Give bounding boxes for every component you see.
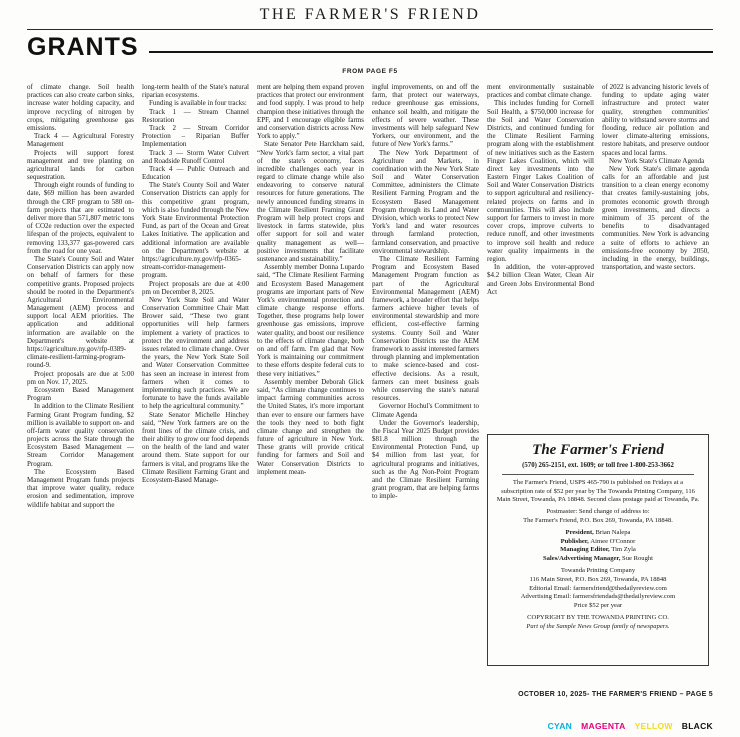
registration-mark-yellow: YELLOW	[634, 721, 673, 731]
article-paragraph: State Senator Michelle Hinchey said, “New York farmers are on the front lines of the climate crisis, and their ability to grow our food depends on the health of the land and water around them. State support for our farmers is vital, and programs like the Climate Resilient Farming Grant and Ecosystem-Based Manage-	[142, 410, 249, 484]
page-footer-line: OCTOBER 10, 2025- THE FARMER'S FRIEND – PAGE 5	[518, 691, 713, 698]
article-column-1	[27, 83, 134, 683]
article-paragraph: The State's County Soil and Water Conservation Districts can apply for this competitive grant program, which is also funded through the New York State Environmental Protection Fund, as part of the Ocean and Great Lakes Initiative. The application and additional information are available on the Department's website at https://agriculture.ny.gov/rfp-0365-stream-corridor-management-program.	[142, 181, 249, 280]
section-headline: GRANTS	[27, 33, 139, 61]
infobox-title: The Farmer's Friend	[532, 442, 664, 458]
article-body	[27, 83, 713, 683]
article-paragraph: Project proposals are due at 4:00 pm on December 8, 2025.	[142, 279, 249, 296]
masthead-title: THE FARMER'S FRIEND	[27, 6, 713, 30]
registration-mark-magenta: MAGENTA	[581, 721, 626, 731]
staff-line: Publisher, Aimee O'Connor	[560, 537, 636, 545]
publication-infobox	[487, 434, 709, 666]
article-paragraph: long-term health of the State's natural riparian ecosystems.	[142, 83, 249, 100]
article-paragraph: The New York Department of Agriculture and Markets, in coordination with the New York State Soil and Water Conservation Committee, administers the Climate Resilient Farming Program and the Ecosystem Based Management Program through its Land and Water Division, which works to protect New York's land and water resources through farmland protection, farmland conservation, and proactive environmental stewardship.	[372, 148, 479, 255]
article-paragraph: Assembly member Deborah Glick said, “As climate change continues to impact farming communities across the United States, it's more important than ever to ensure our farmers have the tools they need to both fight climate change and strengthen the future of agriculture in New York. These grants will provide critical funding for farmers and Soil and Water Conservation Districts to implement mean-	[257, 377, 364, 476]
article-paragraph: ment are helping them expand proven practices that protect our environment and food supply. I was proud to help champion these initiatives through the EPF, and I encourage eligible farms and conservation districts across New York to apply.”	[257, 83, 364, 141]
staff-line: Managing Editor, Tim Zyla	[560, 546, 636, 554]
article-paragraph: The Climate Resilient Farming Program and Ecosystem Based Management Program function as part of the Agricultural Environmental Management (AEM) framework, a broader effort that helps farmers achieve higher levels of environmental stewardship and more efficient, cost-effective farming systems. County Soil and Water Conservation Districts use the AEM framework to assist interested farmers through planning and implementation to make science-based and cost-effective decisions. As a result, farmers can meet business goals while conserving the state's natural resources.	[372, 254, 479, 403]
infobox-divider	[502, 474, 694, 475]
article-paragraph: New York State's climate agenda calls for an affordable and just transition to a clean energy economy that creates family-sustaining jobs, promotes economic growth through green investments, and directs a minimum of 35 percent of the benefits to disadvantaged communities. New York is advancing a suite of efforts to achieve an emissions-free economy by 2050, including in the energy, buildings, transportation, and waste sectors.	[602, 164, 709, 272]
right-columns	[487, 83, 709, 429]
article-paragraph: New York State's Climate Agenda	[609, 156, 705, 165]
article-paragraph: This includes funding for Cornell Soil Health, a $750,000 increase for the Soil and Water Conservation Districts, and continued funding for the Climate Resilient Farming program along with the establishment of new initiatives such as the Eastern Finger Lakes Coalition, which will direct key investments into the Eastern Finger Lakes Coalition of Soil and Water Conservation Districts to support agricultural and resiliency-related projects on farms and in communities. This will also include support for farmers to invest in more cover crops, improve culverts to reduce runoff, and other investments to improve soil health and reduce water quality impairments in the region.	[487, 99, 594, 263]
company-line: Advertising Email: farmersfriendads@thedailyreview.com	[520, 593, 676, 601]
postmaster-line: Postmaster: Send change of address to:	[546, 508, 650, 516]
article-paragraph: Governor Hochul's Commitment to Climate Agenda	[372, 402, 479, 419]
article-paragraph: ingful improvements, on and off the farm, that protect our waterways, reduce greenhouse gas emissions, enhance soil health, and mitigate the effects of severe weather. These investments will help safeguard New Yorkers, our environment, and the future of New York's farms.”	[372, 83, 479, 149]
article-paragraph: In addition, the voter-approved $4.2 billion Clean Water, Clean Air and Green Jobs Environmental Bond Act	[487, 263, 594, 296]
postmaster-address: The Farmer's Friend, P.O. Box 269, Towanda, PA 18848.	[523, 516, 673, 524]
infobox-company-block	[496, 567, 700, 610]
article-paragraph: In addition to the Climate Resilient Farming Grant Program funding, $2 million is available to support on- and off-farm water quality conservation projects across the State through the Ecosystem Based Management — Stream Corridor Management Program.	[27, 402, 134, 468]
article-paragraph: ment environmentally sustainable practices and combat climate change.	[487, 83, 594, 100]
article-paragraph: Track 4 — Public Outreach and Education	[142, 164, 249, 182]
article-paragraph: of climate change. Soil health practices can also create carbon sinks, increase water holding capacity, and improve recycling of nitrogen by crops, mitigating greenhouse gas emissions.	[27, 83, 134, 132]
article-paragraph: Under the Governor's leadership, the Fiscal Year 2025 Budget provides $81.8 million through the Environmental Protection Fund, up $4 million from last year, for agricultural programs and initiatives, such as the Ag Non-Point Program and the Climate Resilient Farming grant program, that are helping farms to imple-	[372, 418, 479, 501]
article-paragraph: Track 4 — Agricultural Forestry Management	[27, 132, 134, 149]
infobox-tagline: Part of the Sample News Group family of newspapers.	[526, 622, 670, 630]
staff-line: President, Brian Nalepa	[565, 529, 631, 537]
article-column-6	[602, 83, 709, 429]
article-paragraph: Track 2 — Stream Corridor Protection – Riparian Buffer Implementation	[142, 123, 249, 149]
infobox-publication-info: The Farmer's Friend, USPS 465-790 is published on Fridays at a subscription rate of $52 per year by The Towanda Printing Company, 116 Main Street, Towanda, PA 18848. Second class postage paid at Towanda, Pa.	[496, 479, 700, 504]
infobox-staff-list	[496, 529, 700, 563]
article-column-4	[372, 83, 479, 683]
article-paragraph: Assembly member Donna Lupardo said, “The Climate Resilient Farming and Ecosystem Based Management programs are important parts of New York's environmental protection and climate change response efforts. Together, these programs help lower greenhouse gas emissions, improve water quality, and boost our resilience to the effects of climate change, both on and off farm. I'm glad that New York is maintaining our commitment to these efforts despite federal cuts to these very initiatives.”	[257, 263, 364, 378]
article-column-3	[257, 83, 364, 683]
article-paragraph: Track 1 — Stream Channel Restoration	[142, 107, 249, 124]
article-paragraph: Ecosystem Based Management Program	[27, 385, 134, 403]
article-column-2	[142, 83, 249, 683]
company-line: Price $52 per year	[573, 601, 623, 609]
registration-mark-black: BLACK	[681, 721, 713, 731]
article-paragraph: Funding is available in four tracks:	[149, 99, 247, 108]
article-paragraph: Projects will support forest management and tree planting on agricultural lands for carbon sequestration.	[27, 148, 134, 182]
article-paragraph: Track 3 — Storm Water Culvert and Roadside Runoff Control	[142, 148, 249, 165]
right-region	[487, 83, 709, 683]
staff-line: Sales/Advertising Manager, Sue Rought	[542, 554, 654, 562]
registration-mark-cyan: CYAN	[547, 721, 573, 731]
infobox-copyright: COPYRIGHT BY THE TOWANDA PRINTING CO.	[527, 614, 669, 622]
company-line: Editorial Email: farmersfriend@thedailyreview.com	[529, 584, 667, 592]
infobox-postmaster	[496, 508, 700, 525]
headline-rule	[149, 51, 713, 53]
article-paragraph: The State's County Soil and Water Conservation Districts can apply now on behalf of farmers for these competitive grants. Proposed projects should be rooted in the Department's Agricultural Environmental Management (AEM) process and support local AEM priorities. The application and additional information are available on the Department's website at https://agriculture.ny.gov/rfp-0389-climate-resilient-farming-program-round-9.	[27, 254, 134, 370]
article-paragraph: New York State Soil and Water Conservation Committee Chair Matt Brower said, “These two grant opportunities will help farmers implement a variety of practices to protect the environment and address issues related to climate change. Over the years, the New York State Soil and Water Conservation Committee has seen an increase in interest from farmers when it comes to implementing such practices. We are fortunate to have the funds available to help the agricultural community.”	[142, 295, 249, 411]
color-registration-marks	[548, 721, 713, 731]
article-column-5	[487, 83, 594, 429]
continuation-note: FROM PAGE F5	[342, 68, 398, 75]
article-paragraph: State Senator Pete Harckham said, “New York's farm sector, a vital part of the state's economy, faces incredible challenges each year in regard to climate change while also endeavoring to conserve natural resources for future generations. The newly announced funding streams in the Climate Resilient Framing Grant Program will help protect crops and livestock in farms statewide, plus offer support for soil and water quality management as well—positive investments that facilitate sustenance and sustainability.”	[257, 140, 364, 263]
article-paragraph: The Ecosystem Based Management Program funds projects that improve water quality, reduce erosion and sedimentation, improve wildlife habitat and support the	[27, 467, 134, 509]
infobox-phone-line: (570) 265-2151, ext. 1609; or toll free 1-800-253-3662	[522, 461, 674, 469]
company-line: 116 Main Street, P.O. Box 269, Towanda, PA 18848	[529, 575, 667, 583]
article-paragraph: Through eight rounds of funding to date, $69 million has been awarded through the CRF program to 580 on-farm projects that are estimated to deliver more than 571,807 metric tons of CO2e reduction over the expected lifespan of the projects, equivalent to removing 133,377 gas-powered cars from the road for one year.	[27, 181, 134, 255]
article-paragraph: of 2022 is advancing historic levels of funding to update aging water infrastructure and protect water quality, strengthen communities' ability to withstand severe storms and flooding, reduce air pollution and lower climate-altering emissions, restore habitats, and preserve outdoor spaces and local farms.	[602, 83, 709, 157]
headline-row	[27, 35, 713, 61]
company-line: Towanda Printing Company	[560, 567, 636, 575]
article-paragraph: Project proposals are due at 5:00 pm on Nov. 17, 2025.	[27, 369, 134, 386]
